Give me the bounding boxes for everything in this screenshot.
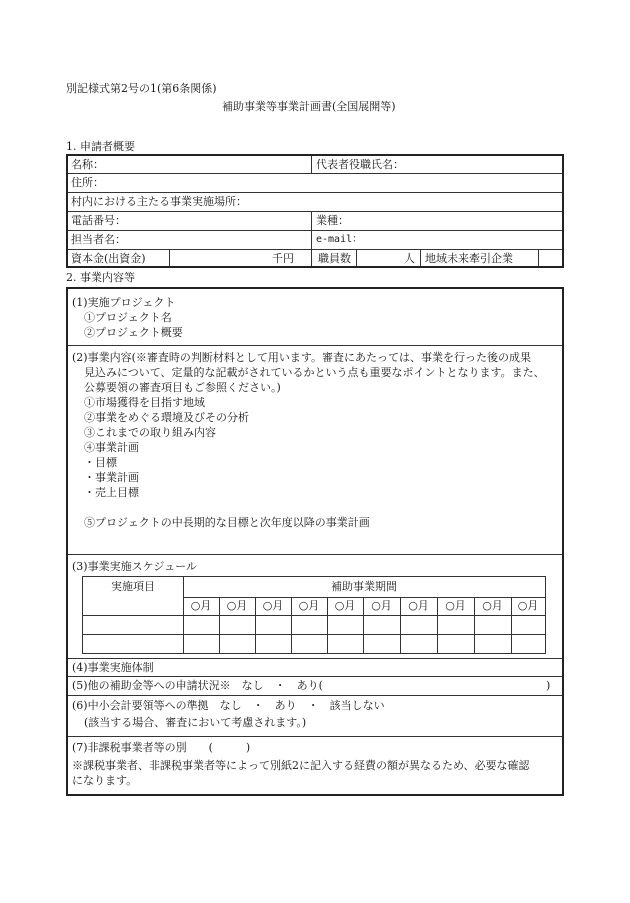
- location-label: 村内における主たる事業実施場所：: [71, 195, 247, 208]
- other-subsidy-close: ): [546, 679, 551, 692]
- target-market: ①市場獲得を目指す地域: [84, 396, 205, 409]
- project-title: (1)実施プロジェクト: [72, 296, 176, 309]
- document-title: 補助事業等事業計画書(全国展開等): [222, 100, 396, 113]
- staff-unit: 人: [404, 252, 415, 265]
- form-label: 別記様式第2号の1(第6条関係): [66, 82, 217, 95]
- schedule-item-header: 実施項目: [111, 580, 155, 593]
- industry-label: 業種：: [316, 214, 349, 227]
- project-summary: ②プロジェクト概要: [84, 326, 183, 339]
- month-header: ○月: [408, 599, 429, 612]
- business-plan: ④事業計画: [84, 441, 139, 454]
- month-header: ○月: [190, 599, 212, 612]
- person-label: 担当者名：: [71, 233, 126, 246]
- name-label: 名称：: [71, 158, 104, 171]
- email-label: e-mail：: [316, 234, 363, 245]
- phone-label: 電話番号：: [71, 214, 126, 227]
- tax-note-line1: ※課税事業者、非課税事業者等によって別紙2に記入する経費の額が異なるため、必要な確認: [72, 759, 530, 772]
- staff-label: 職員数: [318, 252, 351, 265]
- capital-label: 資本金(出資金): [71, 252, 146, 265]
- month-header: ○月: [371, 599, 392, 612]
- long-term-plan: ⑤プロジェクトの中長期的な目標と次年度以降の事業計画: [84, 516, 370, 529]
- other-subsidy-status: (5)他の補助金等への申請状況※ なし ・ あり(: [72, 679, 323, 692]
- schedule-period-header: 補助事業期間: [331, 580, 397, 593]
- representative-label: 代表者役職氏名：: [316, 158, 404, 171]
- month-header: ○月: [334, 599, 356, 612]
- address-label: 住所：: [71, 176, 104, 189]
- tax-status: (7)非課税事業者等の別 ( ): [72, 741, 251, 754]
- business-content-line1: (2)事業内容(※審査時の判断材料として用います。審査にあたっては、事業を行った後の成果: [72, 351, 531, 364]
- sales-goal-item: ・売上目標: [84, 486, 139, 499]
- tax-note-line2: になります。: [72, 774, 138, 787]
- section1-heading: 1. 申請者概要: [66, 140, 135, 153]
- project-name: ①プロジェクト名: [84, 311, 172, 324]
- business-content-line3: 公募要領の審査項目もご参照ください。): [84, 381, 281, 394]
- accounting-compliance-note: (該当する場合、審査において考慮されます。): [84, 716, 307, 729]
- business-content-line2: 見込みについて、定量的な記載がされているかという点も重要なポイントとなります。また、: [84, 366, 545, 379]
- section2-heading: 2. 事業内容等: [66, 271, 135, 284]
- past-efforts: ③これまでの取り組み内容: [84, 426, 216, 439]
- capital-unit: 千円: [272, 252, 294, 265]
- accounting-compliance: (6)中小会計要領等への準拠 なし ・ あり ・ 該当しない: [72, 699, 385, 712]
- schedule-title: (3)事業実施スケジュール: [72, 560, 197, 573]
- goal-item: ・目標: [84, 456, 117, 469]
- business-plan-box: [66, 287, 564, 796]
- month-header: ○月: [445, 599, 466, 612]
- schedule-table: [82, 576, 546, 654]
- applicant-table: [66, 154, 564, 268]
- month-header: ○月: [226, 599, 248, 612]
- environment-analysis: ②事業をめぐる環境及びその分析: [84, 411, 249, 424]
- plan-item: ・事業計画: [84, 471, 139, 484]
- implementation-structure: (4)事業実施体制: [72, 661, 154, 674]
- regional-company-label: 地域未来牽引企業: [425, 252, 513, 265]
- month-header: ○月: [298, 599, 320, 612]
- month-header: ○月: [517, 599, 539, 612]
- month-header: ○月: [262, 599, 284, 612]
- month-header: ○月: [482, 599, 503, 612]
